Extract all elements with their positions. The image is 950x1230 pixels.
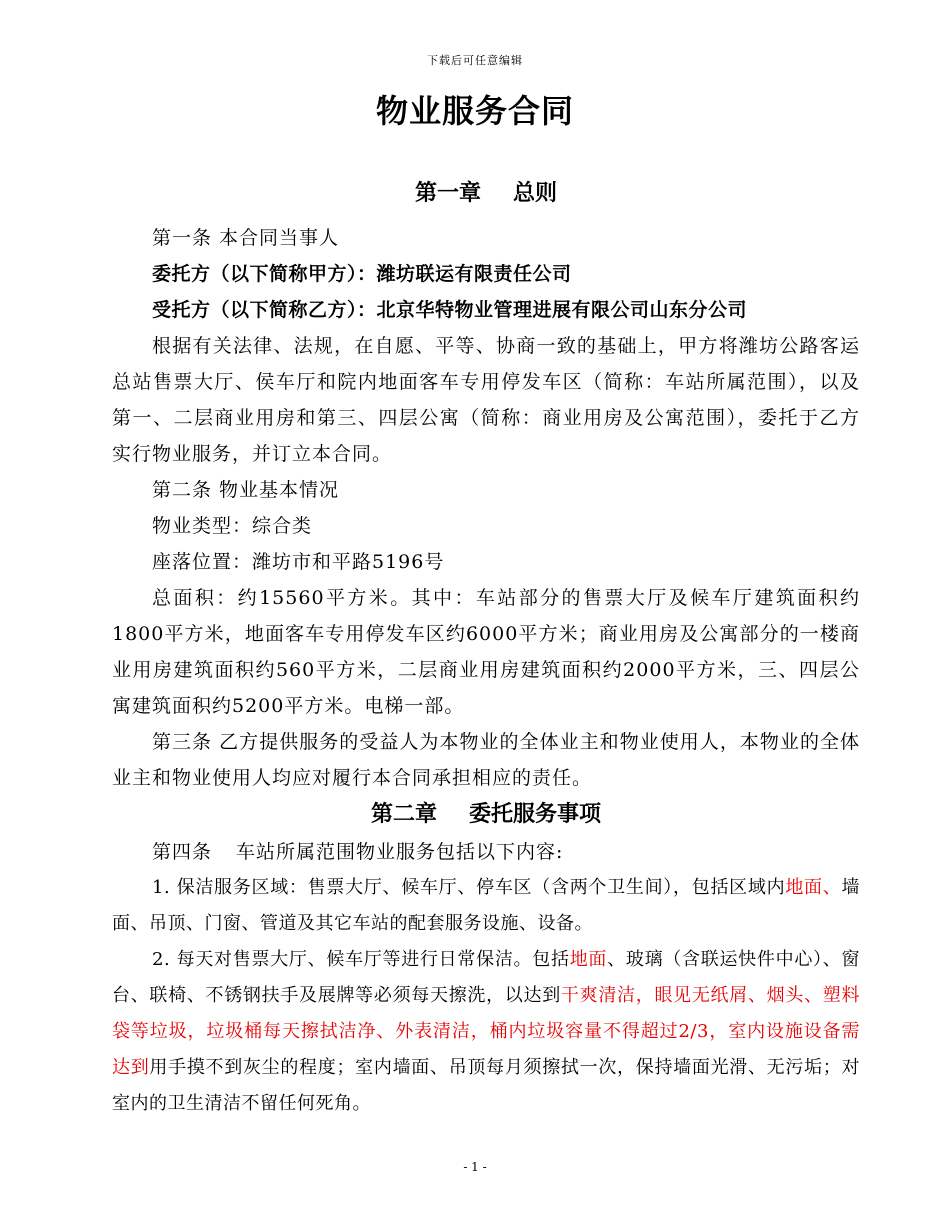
chapter-1-name: 总则 [513, 181, 558, 206]
property-location: 座落位置：潍坊市和平路5196号 [152, 551, 445, 573]
article-2: 第二条 物业基本情况 [152, 479, 340, 501]
scope-paragraph: 根据有关法律、法规，在自愿、平等、协商一致的基础上，甲方将潍坊公路客运总站售票大厅、侯车厅和院内地面客车专用停发车区（简称：车站所属范围），以及第一、二层商业用房和第三、四层公寓（简称：商业用房及公寓范围），委托于乙方实行物业服务，并订立本合同。 [112, 335, 860, 465]
page-number: - 1 - [463, 1160, 487, 1174]
item-2 [112, 942, 860, 1122]
item-2-text-b: 、玻璃（含联运快件中心）、窗台、联椅、不锈钢扶手及展牌等必须每天擦洗，以达到 [112, 949, 860, 1006]
item-1 [112, 870, 860, 942]
item-2-text-a: 2. 每天对售票大厅、候车厅等进行日常保洁。包括 [152, 949, 570, 970]
chapter-2-number: 第二章 [370, 802, 437, 827]
article-4 [112, 834, 860, 870]
chapter-1-heading [112, 176, 860, 220]
article-3: 第三条 乙方提供服务的受益人为本物业的全体业主和物业使用人，本物业的全体业主和物业使用人均应对履行本合同承担相应的责任。 [112, 731, 860, 789]
header-note: 下载后可任意编辑 [427, 54, 523, 67]
party-b: 受托方（以下简称乙方）：北京华特物业管理进展有限公司山东分公司 [152, 299, 748, 321]
article-4-text: 车站所属范围物业服务包括以下内容: [236, 841, 564, 863]
article-4-label: 第四条 [152, 841, 213, 863]
item-2-highlight-1: 地面 [569, 949, 608, 970]
item-1-text-a: 1. 保洁服务区域：售票大厅、候车厅、停车区（含两个卫生间），包括区域内 [152, 877, 786, 898]
chapter-2-heading [112, 796, 860, 834]
property-type: 物业类型：综合类 [152, 515, 313, 537]
article-1: 第一条 本合同当事人 [152, 227, 340, 249]
document-body [112, 176, 860, 1122]
chapter-2-name: 委托服务事项 [469, 802, 602, 827]
item-1-text-b: 墙面、吊顶、门窗、管道及其它车站的配套服务设施、设备。 [112, 877, 860, 934]
chapter-1-number: 第一章 [414, 181, 481, 206]
item-1-highlight: 地面、 [785, 877, 842, 898]
item-2-text-c: 用手摸不到灰尘的程度；室内墙面、吊顶每月须擦拭一次，保持墙面光滑、无污垢；对室内的卫生清洁不留任何死角。 [112, 1057, 861, 1114]
party-a: 委托方（以下简称甲方）：潍坊联运有限责任公司 [152, 263, 572, 285]
area-paragraph: 总面积：约15560平方米。其中：车站部分的售票大厅及候车厅建筑面积约1800平方米，地面客车专用停发车区约6000平方米；商业用房及公寓部分的一楼商业用房建筑面积约560平方米，二层商业用房建筑面积约2000平方米，三、四层公寓建筑面积约5200平方米。电梯一部。 [112, 587, 860, 717]
item-2-highlight-2: 干爽清洁，眼见无纸屑、烟头、塑料袋等垃圾，垃圾桶每天擦拭洁净、外表清洁，桶内垃圾容量不得超过2/3，室内设施设备需达到 [112, 985, 860, 1078]
document-title: 物业服务合同 [375, 92, 574, 130]
